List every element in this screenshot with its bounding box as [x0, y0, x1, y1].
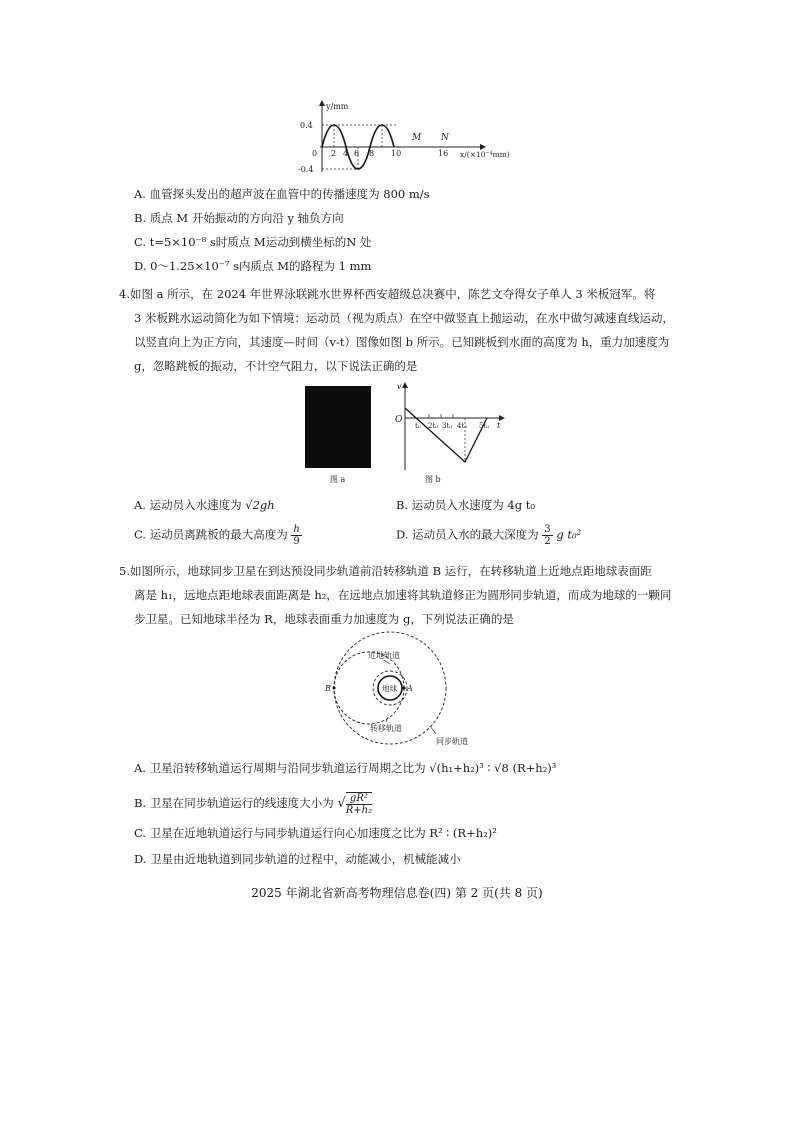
q5-option-b-den: R+h₂: [345, 805, 373, 816]
q4-option-d-num: 3: [544, 524, 551, 535]
q5-stem-line-2: 离是 h₁，远地点距地球表面距离是 h₂，在远地点加速将其轨道修正为圆形同步轨道，而成为地球的一颗同: [134, 588, 672, 602]
y-tick-zero: 0: [312, 149, 318, 158]
q4-option-d: [396, 524, 581, 547]
vt-axis-o: O: [395, 415, 403, 425]
diver-photo: [305, 386, 371, 468]
x-tick-2: 2: [331, 149, 337, 158]
q4-stem-line-1: 4.如图 a 所示，在 2024 年世界泳联跳水世界杯西安超级总决赛中，陈艺文夺得女子单人 3 米板冠军。将: [119, 287, 656, 301]
vt-graph: [393, 380, 508, 475]
q5-option-a: A. 卫星沿转移轨道运行周期与沿同步轨道运行周期之比为 √(h₁+h₂)³ ∶ √8 (R+h₂)³: [134, 761, 557, 775]
y-axis-label: y/mm: [326, 102, 349, 111]
x-tick-8: 8: [369, 149, 375, 158]
vt-axis-v: v: [397, 382, 402, 391]
vt-tick-2t0: 2t₀: [428, 422, 439, 430]
q4-option-c: [134, 524, 302, 547]
q4-option-a-math: √2gh: [245, 498, 275, 512]
point-b-label: B: [325, 684, 331, 693]
q4-option-a: [134, 497, 275, 513]
q3-option-d: D. 0～1.25×10⁻⁷ s内质点 M的路程为 1 mm: [134, 259, 372, 273]
x-tick-10: 10: [391, 149, 402, 158]
q4-option-c-num: h: [293, 524, 300, 535]
q5-option-b-num: gR²: [346, 793, 372, 805]
vt-tick-5t0: 5t₀: [479, 422, 490, 430]
point-a-label: A: [407, 684, 413, 693]
q4-option-d-tail: g t₀²: [556, 527, 582, 542]
transfer-orbit-label: 转移轨道: [370, 724, 402, 733]
orbit-diagram: [300, 630, 480, 748]
near-orbit-label: 近地轨道: [368, 651, 400, 660]
q4-stem-line-3: 以竖直向上为正方向，其速度—时间（v-t）图像如图 b 所示。已知跳板到水面的高度为 h，重力加速度为: [134, 335, 670, 349]
vt-axis-t: t: [497, 421, 501, 430]
x-axis-label: x/(×10⁻⁴mm): [460, 150, 510, 159]
wave-graph: [290, 98, 520, 176]
vt-tick-t0: t₀: [415, 422, 421, 430]
sync-orbit-label: 同步轨道: [436, 737, 468, 746]
q3-option-a: A. 血管探头发出的超声波在血管中的传播速度为 800 m/s: [134, 187, 430, 201]
q4-stem-line-2: 3 米板跳水运动简化为如下情境：运动员（视为质点）在空中做竖直上抛运动，在水中做匀减速直线运动，: [134, 311, 674, 325]
q5-stem-line-1: 5.如图所示，地球同步卫星在到达预设同步轨道前沿转移轨道 B 运行，在转移轨道上近地点距地球表面距: [119, 564, 652, 578]
q3-option-b: B. 质点 M 开始振动的方向沿 y 轴负方向: [134, 211, 344, 225]
x-tick-6: 6: [354, 149, 360, 158]
q4-option-c-text: C. 运动员离跳板的最大高度为: [134, 527, 288, 542]
q5-option-c: C. 卫星在近地轨道运行与同步轨道运行向心加速度之比为 R² ∶ (R+h₂)²: [134, 826, 497, 840]
y-tick-bottom: -0.4: [298, 165, 314, 174]
q4-option-d-den: 2: [544, 536, 551, 547]
q3-option-c: C. t=5×10⁻⁸ s时质点 M运动到横坐标的N 处: [134, 235, 372, 249]
fig-a-caption: 图 a: [330, 475, 346, 484]
q5-option-b-text: B. 卫星在同步轨道运行的线速度大小为: [134, 796, 334, 810]
fig-b-caption: 图 b: [425, 475, 441, 484]
q5-option-b: B. 卫星在同步轨道运行的线速度大小为 √ $\frac{\text{gR²}}{\text{R+h₂}}$: [134, 793, 373, 816]
q5-option-d: D. 卫星由近地轨道到同步轨道的过程中，动能减小，机械能减小: [134, 852, 461, 866]
page-footer: 2025 年湖北省新高考物理信息卷(四) 第 2 页(共 8 页): [251, 886, 543, 900]
q4-option-c-den: 9: [293, 536, 300, 547]
point-m: M: [412, 133, 422, 143]
x-tick-4: 4: [343, 149, 349, 158]
point-n: N: [441, 133, 449, 143]
x-tick-16: 16: [438, 149, 449, 158]
q4-option-b: B. 运动员入水速度为 4g t₀: [396, 498, 535, 512]
q4-option-d-text: D. 运动员入水的最大深度为: [396, 527, 539, 542]
q5-stem-line-3: 步卫星。已知地球半径为 R，地球表面重力加速度为 g，下列说法正确的是: [134, 612, 514, 626]
q4-option-a-text: A. 运动员入水速度为: [134, 498, 246, 512]
vt-tick-3t0: 3t₀: [442, 422, 453, 430]
y-tick-top: 0.4: [300, 121, 313, 130]
q4-stem-line-4: g，忽略跳板的振动，不计空气阻力，以下说法正确的是: [134, 359, 418, 373]
earth-label: 地球: [382, 684, 397, 693]
vt-tick-4t0: 4t₀: [457, 422, 468, 430]
